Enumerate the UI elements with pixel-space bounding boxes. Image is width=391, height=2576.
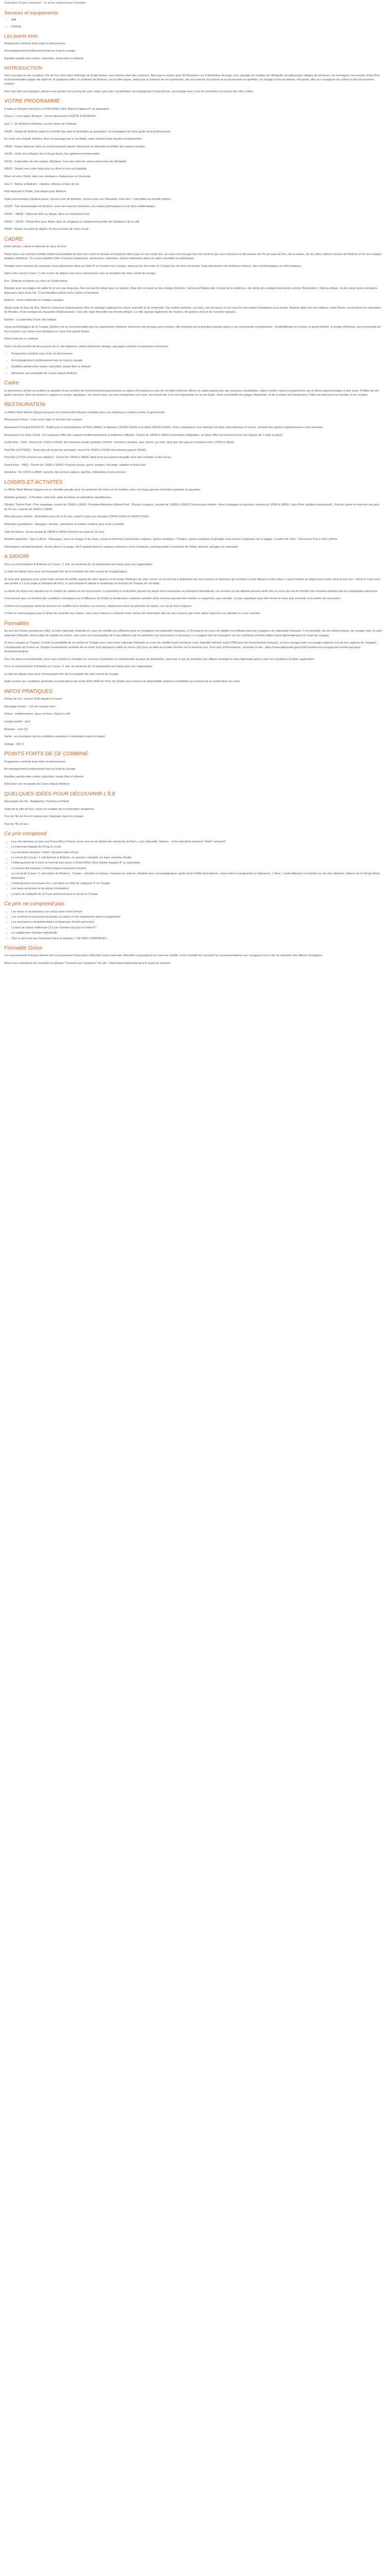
paragraph: Découverte de l'île : Asklepeion, Pachona et Pléisti bbox=[4, 800, 69, 804]
paragraph: Bodrum : Entre modernité et vestiges antiques bbox=[4, 299, 64, 302]
paragraph: Réputée pour ses plages de sable fin et son eau turquoise, Kos est une île idéale pour se reposer. Mais elle est aussi un lieu chargé d'histoire : berceau d'Hippocrate, le père de la médecine, elle abrite des vestiges fascinants comme l'Asclépiéion, l'Agora antique, et des ruines gréco-romaines disposées dans toute l'île. C'est l'équilibre parfait entre culture et farniente. bbox=[4, 287, 378, 295]
list-item: • Le circuit de 2 jours / 1 nuit Éphèse & Bodrum, en pension complète sur base chambre double bbox=[11, 856, 383, 860]
highlights-title: Les points forts bbox=[4, 33, 38, 40]
paragraph: Accompagnement professionnel tout au long du voyage bbox=[4, 49, 76, 53]
paragraph: Monnaie : euro (€) bbox=[4, 727, 28, 731]
paragraph: Climat : méditerranéen, doux en hiver, chaud en été bbox=[4, 713, 71, 716]
paragraph: 16h30 : Exploration du site antique d'Éphèse, l'une des cités les mieux préservées de l'Antiquité. bbox=[4, 160, 127, 163]
paragraph: Tour de l'île en bus bbox=[4, 822, 28, 826]
services-list bbox=[11, 18, 383, 29]
paragraph: Restaurant et Bars : Vous serez logé en formule tout compris. bbox=[4, 418, 83, 422]
paragraph: 2 jours / 1 nuit région Bodrum : Circuit découverte D'HÔTE À BODRUM bbox=[4, 115, 96, 118]
cadre-title: CADRE bbox=[4, 236, 23, 242]
list-item: • La franchise bagage de 23 kg en soute bbox=[11, 845, 383, 849]
paragraph: Santé : se renseigner sur les conditions sanitaires à destination avant le départ bbox=[4, 735, 105, 739]
introduction-title: INTRODUCTION bbox=[4, 65, 42, 72]
paragraph: Équilibre parfait entre visites culturelles, temps libre et détente bbox=[4, 57, 84, 60]
list-item: • Le circuit de 2 jours / 1 nuit région de Bodrum : Turquie - transfert en bateau, transport en autocar climatisé avec accompagnateur, guide local certifié francophone, repas selon le programme (2 déjeuners, 1 dîner, 1 petit-déjeuner) et entrées sur les sites (Éphèse, Maison de la Vierge Marie, Mausolée) bbox=[11, 872, 383, 880]
cadre-hotel-title: Cadre bbox=[4, 380, 19, 386]
formalite-grece-title: Formalité Grèce bbox=[4, 945, 43, 951]
restauration-title: RESTAURATION bbox=[4, 402, 45, 408]
paragraph: Snack Area – BBQ : Ouvert de 12h00 à 18h00. Propose pizzas, gyros, burgers, hot-dogs, salades et fruits frais. bbox=[4, 463, 146, 467]
paragraph: L'hôtel ne communiquera pas le détail des activités aux clients, nous vous invitons à contacter notre service de réservation afin de vous assurer que votre séjour répond à vos attentes et à vos souhaits. bbox=[4, 612, 261, 616]
paragraph: Éphèse : La splendeur d'une cité antique bbox=[4, 318, 57, 321]
prix-comprend-title: Ce prix comprend bbox=[4, 831, 47, 837]
paragraph: Terre sauvage et mer complice, l'île de Kos vibre dans l'héritage du Dodécanèse, vous réserve bien des surprises. Bien que le moteur pour 40 kilomètres sur 8 kilomètres de large, tous reguage de vestiges de l'Antiquité, de pittoresque villages de pêcheurs, de montagnes recouvertes d'une flore et d'innombrables plages de sable fin. À quelques milles, le confluent de Bodrum, sur la côte turque, séduit par la richesse de son patrimoine, par son marché aux épices et sa promenade en goélette. Ce voyage à trois en bateau, très prisé, offre aux voyageurs du confort et des découvertes uniques. bbox=[4, 74, 380, 86]
paragraph: Il est précisé que, en fonction des conditions climatiques ou à l'affluence de l'hôtel ou localement, certaines activités et/ou services peuvent être réduits ou supprimés, par exemple : le parc aquatique peut être fermé en hiver (par exemple, si la météo est mauvaise). bbox=[4, 597, 341, 601]
paragraph: Joyau archéologique de la Turquie, Éphèse est un incontournable pour les passionnés d'histoire. Ancienne cité grecque puis romaine, elle témoigne de la grandeur passée grâce à ses monuments exceptionnels : la bibliothèque de Celsus, le grand théâtre, le temple d'Artémis, une promenade de Kos à travers ces ruines vous plongera au cœur d'un passé illustre. bbox=[4, 326, 381, 333]
paragraph: Pool Bar LOTUS (réservé aux adultes) : Ouvert de 10h00 à 18h00, idéal pour une pause tranquille avec des cocktails et des encas. bbox=[4, 456, 172, 460]
day-heading: Jour 1 : De Bodrum à Éphèse, sur les traces de l'Histoire bbox=[4, 123, 77, 126]
list-item: • Le supplément chambre individuelle bbox=[11, 931, 383, 935]
paragraph: Points forts de ce combiné bbox=[4, 337, 38, 341]
programme-title: VOTRE PROGRAMME bbox=[4, 98, 60, 105]
list-item: • La taxe de solidarité de 10 € par personne pour le circuit en Turquie bbox=[11, 892, 383, 896]
paragraph: 13h00 : Départ de Bodrum après le contrôle des sites et formalités au passeport, en compagnie de notre guide local professionnel. bbox=[4, 130, 171, 133]
paragraph: Tarifs soumis aux conditions générales et particulières de vente 2025-2026 de Terre De Soleils sous réserve de disponibilité aérienne et hôtelière au moment de la confirmation du client. bbox=[4, 680, 240, 684]
paragraph: Je vous prie quelques jours avant votre arrivée de vérifier auprès de votre agence et d'écouter l'itinéraire de votre circuit. Le vol est mis à disposition de vous assurer un itinéraire qui convient à votre départ et votre retour. L'exact horaire du départ peut varier selon le jour (Ex : retour le 4 juin avec une arrivée à 2 h au matin à l'aéroport de Kos), ce qui entraîne le départ le lendemain en fonction de l'horaire de vol initial. bbox=[4, 578, 381, 586]
list-item: • Idéal pour une escapade de 2 jours depuis Bodrum bbox=[11, 371, 383, 376]
paragraph: Dîner et nuit à l'hôtel, dans une ambiance chaleureuse et conviviale. bbox=[4, 175, 91, 179]
prix-ne-comprend-pas-list bbox=[11, 910, 383, 941]
paragraph: La date de départ vous sera communiquée lors de la réception de votre carnet de voyage. bbox=[4, 672, 119, 676]
paragraph: Les ressortissants français doivent être en possession d'une pièce d'identité (carte nationale d'identité ou passeport) en cours de validité. Il est conseillé de consulter les recommandations aux voyageurs sur le site du ministère des affaires étrangères. bbox=[4, 954, 323, 958]
paragraph: La durée du séjour est calculée sur le nombre de nuitées et non de journées. La première et la dernière journée du séjour sont consacrées au transport international. Les arrivées ou les départs peuvent avoir lieu en cours de nuit en fonction des horaires imposés par les compagnies aériennes. bbox=[4, 589, 378, 593]
formalites-title: Formalités bbox=[4, 620, 29, 626]
paragraph: Salle de fitness : Accès gratuit de 09h00 à 19h00 (réservé aux plus de 16 ans). bbox=[4, 530, 105, 534]
list-item: • Les assurances complémentaires et dépenses d'ordre personnel bbox=[11, 920, 383, 924]
paragraph: 14h00 : Pause déjeuner dans un environnement naturel, idéal pour se détendre et profiter des saveurs locales. bbox=[4, 145, 146, 148]
paragraph: Restaurant à la Carte GLEA : Ce restaurant offre des saveurs méditerranéennes et italiennes raffinées. Ouvert de 19h00 à 22h00 (réservation obligatoire, un dîner offert par personne pour les séjours de 7 nuits ou plus). bbox=[4, 433, 283, 437]
list-item: • L'hébergement sur la base de 1 nuit dans un hôtel de catégorie 4* en Turquie bbox=[11, 882, 383, 886]
breadcrumb[interactable]: Description Ce qui'e comprend – Ce qui'ne comprend pas Formalités bbox=[4, 2, 86, 5]
paragraph: Pour les autres ressortissants, nous vous invitons à consulter les services consulaires ou l'ambassade du pays de destination, ainsi que le site du ministère des affaires étrangères www.diplomatie.gouv.fr pour les conditions d'entrée applicables. bbox=[4, 657, 315, 661]
paragraph: Pendant votre semaine de vacances vous séjournerez dans un hôtel 4* en formule tout compris, ainsi qu'une des nuits en Turquie lors de votre excursion. Vous découvrirez de nombreux trésors, sites archéologiques ou cités antiques. bbox=[4, 264, 302, 268]
paragraph: 18h30 : Départ vers votre hôtel pour un dîner et une nuit paisible. bbox=[4, 167, 88, 171]
paragraph: Équilibre parfait entre visites culturelles, temps libre et détente bbox=[4, 775, 84, 778]
paragraph: Pour être bien accompagné, laissez-vous guider tout au long de votre séjour par notre sympathique accompagnateur francophone, qui partage avec vous les anecdotes et secrets des sites visités. bbox=[4, 90, 254, 93]
paragraph: Informations complémentaires : Accès direct à la plage, Wi-Fi gratuit dans les espaces communs et les chambres, parking gratuit à l'extérieur de l'hôtel, épicerie, plongée sur demande. bbox=[4, 545, 239, 549]
paragraph: Animation quotidienne : Aquagym, aérobic, spectacles et soirées à thème pour toute la famille. bbox=[4, 523, 125, 526]
paragraph: Accompagnement professionnel tout au long du voyage bbox=[4, 768, 76, 771]
idees-title: QUELQUES IDÉES POUR DÉCOUVRIR L'ÎLE bbox=[4, 791, 116, 797]
prix-comprend-list bbox=[11, 840, 383, 896]
paragraph: Temps de vol : environ 3h30 depuis la France bbox=[4, 698, 62, 701]
paragraph: Gelateria : De 10h00 à 18h00, yaourts, des grosses glaces, gaufres, milkshakes et plus encore. bbox=[4, 471, 126, 474]
paragraph: Partir à la découverte de deux joyaux de la côte Égéenne, alliant patrimoine antique, paysages naturels et expérience immersive. bbox=[4, 345, 169, 348]
list-item: • Programme combiné mais riche en découvertes bbox=[11, 352, 383, 356]
list-item: • Les taxes aériennes et de séjour (révisables) bbox=[11, 887, 383, 891]
cadre-list bbox=[11, 352, 383, 376]
list-item: • La taxe de séjour hellénique (3 € par chambre par jour en hôtel 4*) bbox=[11, 926, 383, 930]
page bbox=[0, 0, 391, 976]
loisirs-title: LOISIRS ET ACTIVITÉS bbox=[4, 479, 63, 485]
paragraph: La White Olive Marine Kappari propose une formule All inclusive complète pour une expérience culinaire variée et gourmande. bbox=[4, 411, 166, 414]
list-item: • Les services et excursions proposés sur place et non mentionnés dans le programme bbox=[11, 915, 383, 919]
paragraph: Langue parlée : grec bbox=[4, 720, 31, 724]
paragraph: Située juste en face de Kos, Bodrum (ancienne Halicarnasse) offre un mélange captivant de culture orientale et de modernité. Ses ruelles animées, ses bars, ses terrasses et son marché sont autant d'invitations à se perdre. Bodrum attire par son château, Saint-Pierre, construit par les chevaliers de Rhodes, et les vestiges du mausolée d'Halicarnasse, l'une des Sept Merveilles du monde antique. La ville regorge également de musées, de galeries d'art et de marchés typiques. bbox=[4, 306, 381, 314]
paragraph: La date de départ vous sera communiquée lors de la réception de votre carnet de voyage/séjour. bbox=[4, 570, 128, 574]
day-heading: Jour 2 : Retour à Bodrum – Histoire, détente et lieux de vie bbox=[4, 182, 79, 186]
paragraph: Visite panoramique d'Halicarnasse, l'ancien nom de Bodrum, connue pour son Mausolée, l'une des 7 merveilles du monde antique. bbox=[4, 197, 172, 201]
list-item: • Les repas et les boissons non inclus dans votre formule bbox=[11, 910, 383, 914]
savoir-title: A SAVOIR bbox=[4, 554, 29, 560]
paragraph: Voltage : 220 V bbox=[4, 742, 24, 746]
list-item: • Équilibre parfait entre visites culturelles, temps libre et détente bbox=[11, 365, 383, 369]
infos-title: INFOS PRATIQUES bbox=[4, 688, 53, 694]
paragraph: 12h00 : Tour panoramique de Bodrum, avec ses maisons blanches, ses ruelles pittoresques et son port emblématique. bbox=[4, 205, 156, 209]
paragraph: Si vous voyagez en Turquie, il existe la possibilité de se rendre en Turquie avec votre carte nationale d'identité en cours de validité (sauf l'ancienne carte d'identité délivrée avant 2004 pour les ressortissants français), si vous voyagez avec un voyage organisé (circuit avec agence de voyages). L'Ambassade de France en Turquie recommande toutefois de se munir d'un passeport valide au moins 150 jours au-delà de la date d'entrée sur le territoire turc. Pour plus d'informations, consultez le site : https://www.diplomatie.gouv.fr/fr/conseils-aux-voyageurs/conseils-par-pays-destination/turquie/ bbox=[4, 641, 378, 654]
paragraph: 14h00 – 15h30 : Temps libre pour flâner, faire du shopping ou simplement profiter de l'ambiance de la ville. bbox=[4, 220, 140, 224]
paragraph: Restaurant Principal BUFFETS : Buffet pour le petit-déjeuner (07h00-10h00), le déjeuner (12h30-14h30) et le dîner (18h30-21h30). Vous y dégusterez une sélection de plats internationaux et locaux, incluant des options végétariennes et des desserts. bbox=[4, 426, 323, 429]
paragraph: Petit-déjeuner à l'hôtel, puis départ pour Bodrum. bbox=[4, 190, 67, 194]
paragraph: Olympic Theme Park : Parc aquatique, ouvert de 10h00 à 18h00. Provides Adventure Waves Pool : Piscine à vagues, ouverte de 10h00 à 18h00. Piscine pour enfants : Avec toboggans et piscines, ouverte de 10h00 à 18h00. Lazy River (adultes uniquement) : Piscine calme et réservée aux plus de 16 ans, ouverte de 10h00 à 19h00. bbox=[4, 503, 380, 511]
paragraph: 5 nuits en formule tout inclus à l'hôtel White Olive Marine Kappari 4* ou équivalent bbox=[4, 107, 109, 111]
paragraph: La White Olive Marine Kappari est un véritable paradis pour les amateurs de loisirs et les familles, avec une large gamme d'activités gratuites et payantes. bbox=[4, 488, 201, 492]
paragraph: Idéal pour une escapade de 2 jours depuis Bodrum bbox=[4, 783, 70, 786]
paragraph: Coffee Bar – Petit : Ouvert de 17h00 à 01h00, des boissons locales gratuites 24h/24 : boissons chaudes, vins, bières, jus frais, ainsi que des glaces et snacks entre 17h00 et 18h00. bbox=[4, 441, 235, 445]
paragraph: Au sein de l'Union européenne (UE), la carte nationale d'identité en cours de validité est suffisante pour les voyageurs de nationalité française. Le Passeport en cours de validité est suffisant pour les voyageurs de nationalité française. Il est possible, sur les mêmes bases, de voyager avec la carte nationale d'identité, dont la date de validité est échue, mais avec une prolongation de 5 ans délivrée par les autorités (voir documents ci-dessous). Le voyageur doit se renseigner sur les conditions d'entrée (https://www.diplomatie.gouv.fr) avant de voyager. bbox=[4, 630, 382, 637]
paragraph: Décalage horaire : +1h été comme hiver bbox=[4, 705, 56, 708]
paragraph: Dans votre circuit 2 jours / 1 nuit, le jour de départ vous sera communiqué avec la réception de votre carnet de voyage. bbox=[4, 272, 156, 276]
paragraph: Nous vous conseillons de consulter la rubrique "Conseils aux voyageurs" du site : https://www.diplomatie.gouv.fr avant de réserver. bbox=[4, 962, 171, 965]
paragraph: Visite de la ville de Kos, ruines et vestiges de la domination vénitienne bbox=[4, 807, 94, 811]
paragraph: Pool Bar (OUTSIDE) : Situé près de la piscine principale, ouvert de 10h00 à 01h00 (all inclusive jusqu'à 23h00). bbox=[4, 448, 147, 452]
paragraph: Programme combiné mais riche en découvertes bbox=[4, 760, 66, 764]
paragraph: L'hôtel et la compagnie aérienne peuvent en modifier leurs horaires ou services, notamment selon les périodes de saison, en cas de force majeure. bbox=[4, 604, 192, 608]
list-item: • Les vols spéciaux ou low-cost France/Kos /France (sous réserve de départ des aéroports de Paris, Lyon, Marseille, Nantes... et les transferts aéroport / hôtel / aéroport) bbox=[11, 840, 383, 844]
prix-ne-comprend-pas-title: Ce prix ne comprend pas bbox=[4, 901, 64, 907]
paragraph: Le personnel à la fois accueillant, la situation et les sentiers de l'environnement garantissent un séjour d'exception au sein de cet hôtel moderne offrant un cadre parfait pour des vacances inoubliables, alliant confort, repos et expériences sur le thème gastronomique et des soins. Profitez de ses quatre piscines, dont une piscine à vagues et un parc aquatique, ses douze bars, ses trois restaurants à la carte, son beach bar et la vue imprenable sur la mer Égée. Situé à proximité des plages Mastichari, et de la station de Kardámena, l'hôtel est idéal pour les familles et les couples. bbox=[4, 389, 379, 397]
paragraph: Kos : Détente et histoire au cœur du Dodécanèse bbox=[4, 279, 68, 283]
points-forts-title: POINTS FORTS DE CE COMBINÉ bbox=[4, 751, 88, 757]
paragraph: 13h00 – 18h00 : Déjeuner libre au village, dans un restaurant local. bbox=[4, 212, 90, 216]
list-item: • L'hébergement de 5 nuits en formule tout inclus à l'hôtel White Olive Marine Kappari 4* ou équivalent bbox=[11, 861, 383, 865]
services-title: Services et équipements bbox=[4, 10, 59, 16]
list-item: • Parking bbox=[11, 25, 383, 29]
paragraph: Programme combiné mais riche en découvertes bbox=[4, 42, 66, 45]
list-item: • Wifi bbox=[11, 18, 383, 22]
paragraph: Pour ce circuit Éphèse & Bodrum en 2 jours / 1 nuit, un minimum de 10 participants est requis pour son organisation. bbox=[4, 563, 153, 566]
paragraph: Activités gratuites : 4 Piscines, mini-club, salle de fitness et animations quotidiennes. bbox=[4, 496, 112, 499]
paragraph: Tour de l'île de Kos en bateau avec baignade dans les criques bbox=[4, 815, 84, 819]
paragraph: 16h00 : Retour au point de départ, fin des services de votre circuit. bbox=[4, 228, 89, 231]
paragraph: En route vers Selçuk, Éphèse. Avec un passage par la rue Batta, cadre naturel d'une beauté exceptionnelle. bbox=[4, 138, 142, 141]
paragraph: Mini-club pour enfants : Animations pour les 4-12 ans, ouvert 5 jours par semaine (10h00-12h00 et 15h00-17h00). bbox=[4, 515, 150, 519]
list-item: • Tout ce qui n'est pas mentionné dans la rubrique « CE PRIX COMPREND » bbox=[11, 937, 383, 941]
list-item: • Accompagnement professionnel tout au long du voyage bbox=[11, 359, 383, 363]
list-item: • Les transferts aéroport / hôtel / aéroport (aller-retour) bbox=[11, 851, 383, 855]
paragraph: Partez pour une aventure inédite mêlant la possibilité de faire une sortie en bateau et d'explorer deux pays en une seule fois, au cours d'un voyage hors du commun qui vous mènera à la découverte de l'île grecque de Kos, de sa nature, de ses villes côtières turques de Bodrum et de ses vestiges antiques d'Éphèse. Ce circuit équilibré mêle richesses historiques, immersions culturelles, plaisirs balnéaires dans un cadre ensoleillé et authentique. bbox=[4, 252, 382, 260]
paragraph: Activités payantes : Spa La Brise : Massages, soins du visage et du corps, sauna et hammam (réservation requise). Sports nautiques : Pédalos, sports nautiques et plongée sous-marine (organisés sur la plage). Location de vélos : Découvrez Kos à votre rythme. bbox=[4, 538, 338, 541]
paragraph: 15h30 : Visite de la Maison de la Vierge Marie, lieu spirituel incontournable. bbox=[4, 152, 101, 156]
list-item: • La formule All inclusive à l'hôtel (repas et boissons locales) bbox=[11, 867, 383, 871]
paragraph: Pour ce circuit Éphèse & Bodrum en 2 jours / 1 nuit, un minimum de 10 participants est requis pour son organisation. bbox=[4, 665, 153, 669]
paragraph: Entre histoire, culture et détente au cœur de Kos bbox=[4, 245, 67, 248]
